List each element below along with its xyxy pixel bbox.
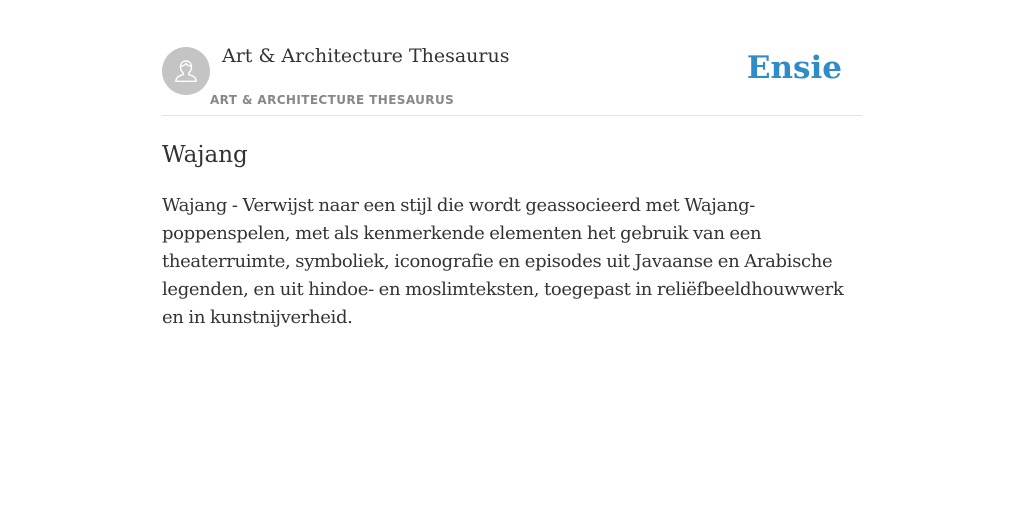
author-subtitle: ART & ARCHITECTURE THESAURUS [210, 93, 455, 107]
card-header [162, 0, 862, 116]
avatar[interactable] [162, 47, 210, 95]
author-name[interactable]: Art & Architecture Thesaurus [222, 45, 510, 67]
brand-logo[interactable]: Ensie [746, 50, 842, 86]
definition-text: Wajang - Verwijst naar een stijl die wordt geassocieerd met Wajang-poppenspelen, met als kenmerkende elementen het gebruik van een theaterruimte, symboliek, iconografie en episodes uit Javaanse en Arabische legenden, en uit hindoe- en moslimteksten, toegepast in reliëfbeeldhouwwerk en in kunstnijverheid. [162, 195, 844, 328]
definition-card [162, 0, 862, 332]
page-title: Wajang [162, 142, 248, 168]
user-silhouette-icon [171, 56, 201, 86]
